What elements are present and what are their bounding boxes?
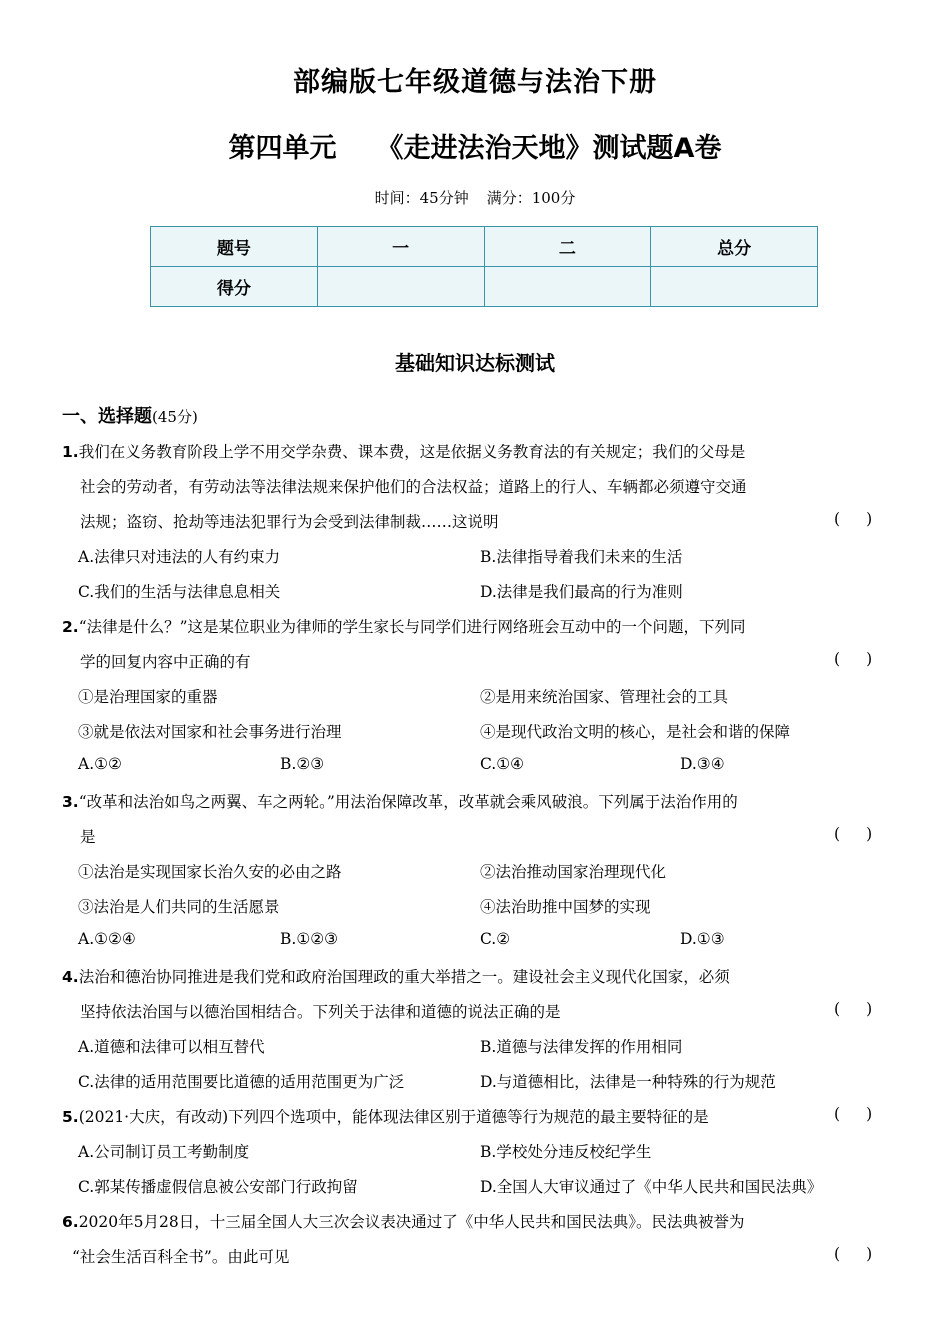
bracket-close: ) xyxy=(866,510,873,528)
question-number: 2. xyxy=(62,618,79,636)
part-heading xyxy=(62,402,198,428)
question-number: 4. xyxy=(62,968,79,986)
exam-meta xyxy=(0,187,950,208)
question-6-line-1 xyxy=(62,1210,744,1232)
option-3d: D.①③ xyxy=(680,930,725,948)
option-4c: C.法律的适用范围要比道德的适用范围更为广泛 xyxy=(78,1073,405,1091)
answer-bracket-4[interactable] xyxy=(834,1000,872,1018)
score-cell-total: 总分 xyxy=(651,227,818,267)
bracket-open: ( xyxy=(834,1245,841,1263)
bracket-close: ) xyxy=(866,1245,873,1263)
bracket-close: ) xyxy=(866,1105,873,1123)
statement-3-2: ②法治推动国家治理现代化 xyxy=(480,863,667,881)
option-5c: C.郭某传播虚假信息被公安部门行政拘留 xyxy=(78,1178,358,1196)
unit-label: 第四单元 xyxy=(228,133,337,164)
question-4-line-2: 坚持依法治国与以德治国相结合。下列关于法律和道德的说法正确的是 xyxy=(80,1003,561,1021)
score-table-score-row xyxy=(151,267,818,307)
question-text: “改革和法治如鸟之两翼、车之两轮。”用法治保障改革，改革就会乘风破浪。下列属于法治作用的 xyxy=(78,793,738,811)
page-title: 部编版七年级道德与法治下册 xyxy=(293,67,657,98)
score-input-part1[interactable] xyxy=(317,267,484,307)
question-1-line-3: 法规；盗窃、抢劫等违法犯罪行为会受到法律制裁……这说明 xyxy=(80,513,499,531)
question-text: 法治和德治协同推进是我们党和政府治国理政的重大举措之一。建设社会主义现代化国家，必须 xyxy=(78,968,730,986)
answer-bracket-1[interactable] xyxy=(834,510,872,528)
option-2c: C.①④ xyxy=(480,755,525,773)
question-text: (2021·大庆，有改动)下列四个选项中，能体现法律区别于道德等行为规范的最主要特征的是 xyxy=(78,1108,709,1126)
answer-bracket-3[interactable] xyxy=(834,825,872,843)
score-table-header-row xyxy=(151,227,818,267)
option-2b: B.②③ xyxy=(280,755,325,773)
answer-bracket-2[interactable] xyxy=(834,650,872,668)
option-4b: B.道德与法律发挥的作用相同 xyxy=(480,1038,683,1056)
score-input-part2[interactable] xyxy=(484,267,651,307)
option-3b: B.①②③ xyxy=(280,930,339,948)
option-5b: B.学校处分违反校纪学生 xyxy=(480,1143,652,1161)
question-2-line-2: 学的回复内容中正确的有 xyxy=(80,653,251,671)
answer-bracket-5[interactable] xyxy=(834,1105,872,1123)
option-2a: A.①② xyxy=(78,755,122,773)
question-3-line-1 xyxy=(62,790,738,812)
question-number: 5. xyxy=(62,1108,79,1126)
bracket-open: ( xyxy=(834,510,841,528)
option-4d: D.与道德相比，法律是一种特殊的行为规范 xyxy=(480,1073,776,1091)
question-6-line-2: “社会生活百科全书”。由此可见 xyxy=(72,1248,290,1266)
answer-bracket-6[interactable] xyxy=(834,1245,872,1263)
option-2d: D.③④ xyxy=(680,755,725,773)
question-text: 2020年5月28日，十三届全国人大三次会议表决通过了《中华人民共和国民法典》。民法典被誉为 xyxy=(78,1213,745,1231)
question-number: 6. xyxy=(62,1213,79,1231)
question-3-line-2: 是 xyxy=(80,828,96,846)
bracket-open: ( xyxy=(834,1000,841,1018)
question-text: “法律是什么？”这是某位职业为律师的学生家长与同学们进行网络班会互动中的一个问题，下列同 xyxy=(78,618,746,636)
bracket-close: ) xyxy=(866,1000,873,1018)
statement-2-1: ①是治理国家的重器 xyxy=(78,688,218,706)
part-label: 一、选择题 xyxy=(62,406,152,427)
exam-time: 时间：45分钟 xyxy=(374,189,469,207)
option-3c: C.② xyxy=(480,930,511,948)
score-cell-label: 题号 xyxy=(151,227,318,267)
statement-3-1: ①法治是实现国家长治久安的必由之路 xyxy=(78,863,342,881)
statement-3-4: ④法治助推中国梦的实现 xyxy=(480,898,651,916)
option-1c: C.我们的生活与法律息息相关 xyxy=(78,583,281,601)
test-name: 《走进法治天地》测试题A卷 xyxy=(376,133,722,164)
bracket-open: ( xyxy=(834,650,841,668)
option-4a: A.道德和法律可以相互替代 xyxy=(78,1038,265,1056)
score-cell-score-label: 得分 xyxy=(151,267,318,307)
section-title: 基础知识达标测试 xyxy=(395,351,555,375)
statement-2-3: ③就是依法对国家和社会事务进行治理 xyxy=(78,723,342,741)
statement-2-4: ④是现代政治文明的核心，是社会和谐的保障 xyxy=(480,723,791,741)
option-5d: D.全国人大审议通过了《中华人民共和国民法典》 xyxy=(480,1178,823,1196)
score-table xyxy=(150,226,818,307)
score-cell-part2: 二 xyxy=(484,227,651,267)
option-1a: A.法律只对违法的人有约束力 xyxy=(78,548,281,566)
question-number: 1. xyxy=(62,443,79,461)
statement-2-2: ②是用来统治国家、管理社会的工具 xyxy=(480,688,729,706)
question-4-line-1 xyxy=(62,965,730,987)
bracket-open: ( xyxy=(834,825,841,843)
page-subtitle xyxy=(0,126,950,165)
question-2-line-1 xyxy=(62,615,746,637)
option-1d: D.法律是我们最高的行为准则 xyxy=(480,583,683,601)
question-5-line-1 xyxy=(62,1105,709,1127)
question-1-line-2: 社会的劳动者，有劳动法等法律法规来保护他们的合法权益；道路上的行人、车辆都必须遵守交通 xyxy=(80,478,747,496)
statement-3-3: ③法治是人们共同的生活愿景 xyxy=(78,898,280,916)
score-input-total[interactable] xyxy=(651,267,818,307)
question-1-line-1 xyxy=(62,440,745,462)
bracket-close: ) xyxy=(866,825,873,843)
bracket-close: ) xyxy=(866,650,873,668)
option-3a: A.①②④ xyxy=(78,930,136,948)
question-number: 3. xyxy=(62,793,79,811)
score-cell-part1: 一 xyxy=(317,227,484,267)
part-points: (45分) xyxy=(152,408,198,426)
question-text: 我们在义务教育阶段上学不用交学杂费、课本费，这是依据义务教育法的有关规定；我们的父母是 xyxy=(78,443,746,461)
option-1b: B.法律指导着我们未来的生活 xyxy=(480,548,683,566)
exam-full-score: 满分：100分 xyxy=(486,189,576,207)
bracket-open: ( xyxy=(834,1105,841,1123)
option-5a: A.公司制订员工考勤制度 xyxy=(78,1143,250,1161)
